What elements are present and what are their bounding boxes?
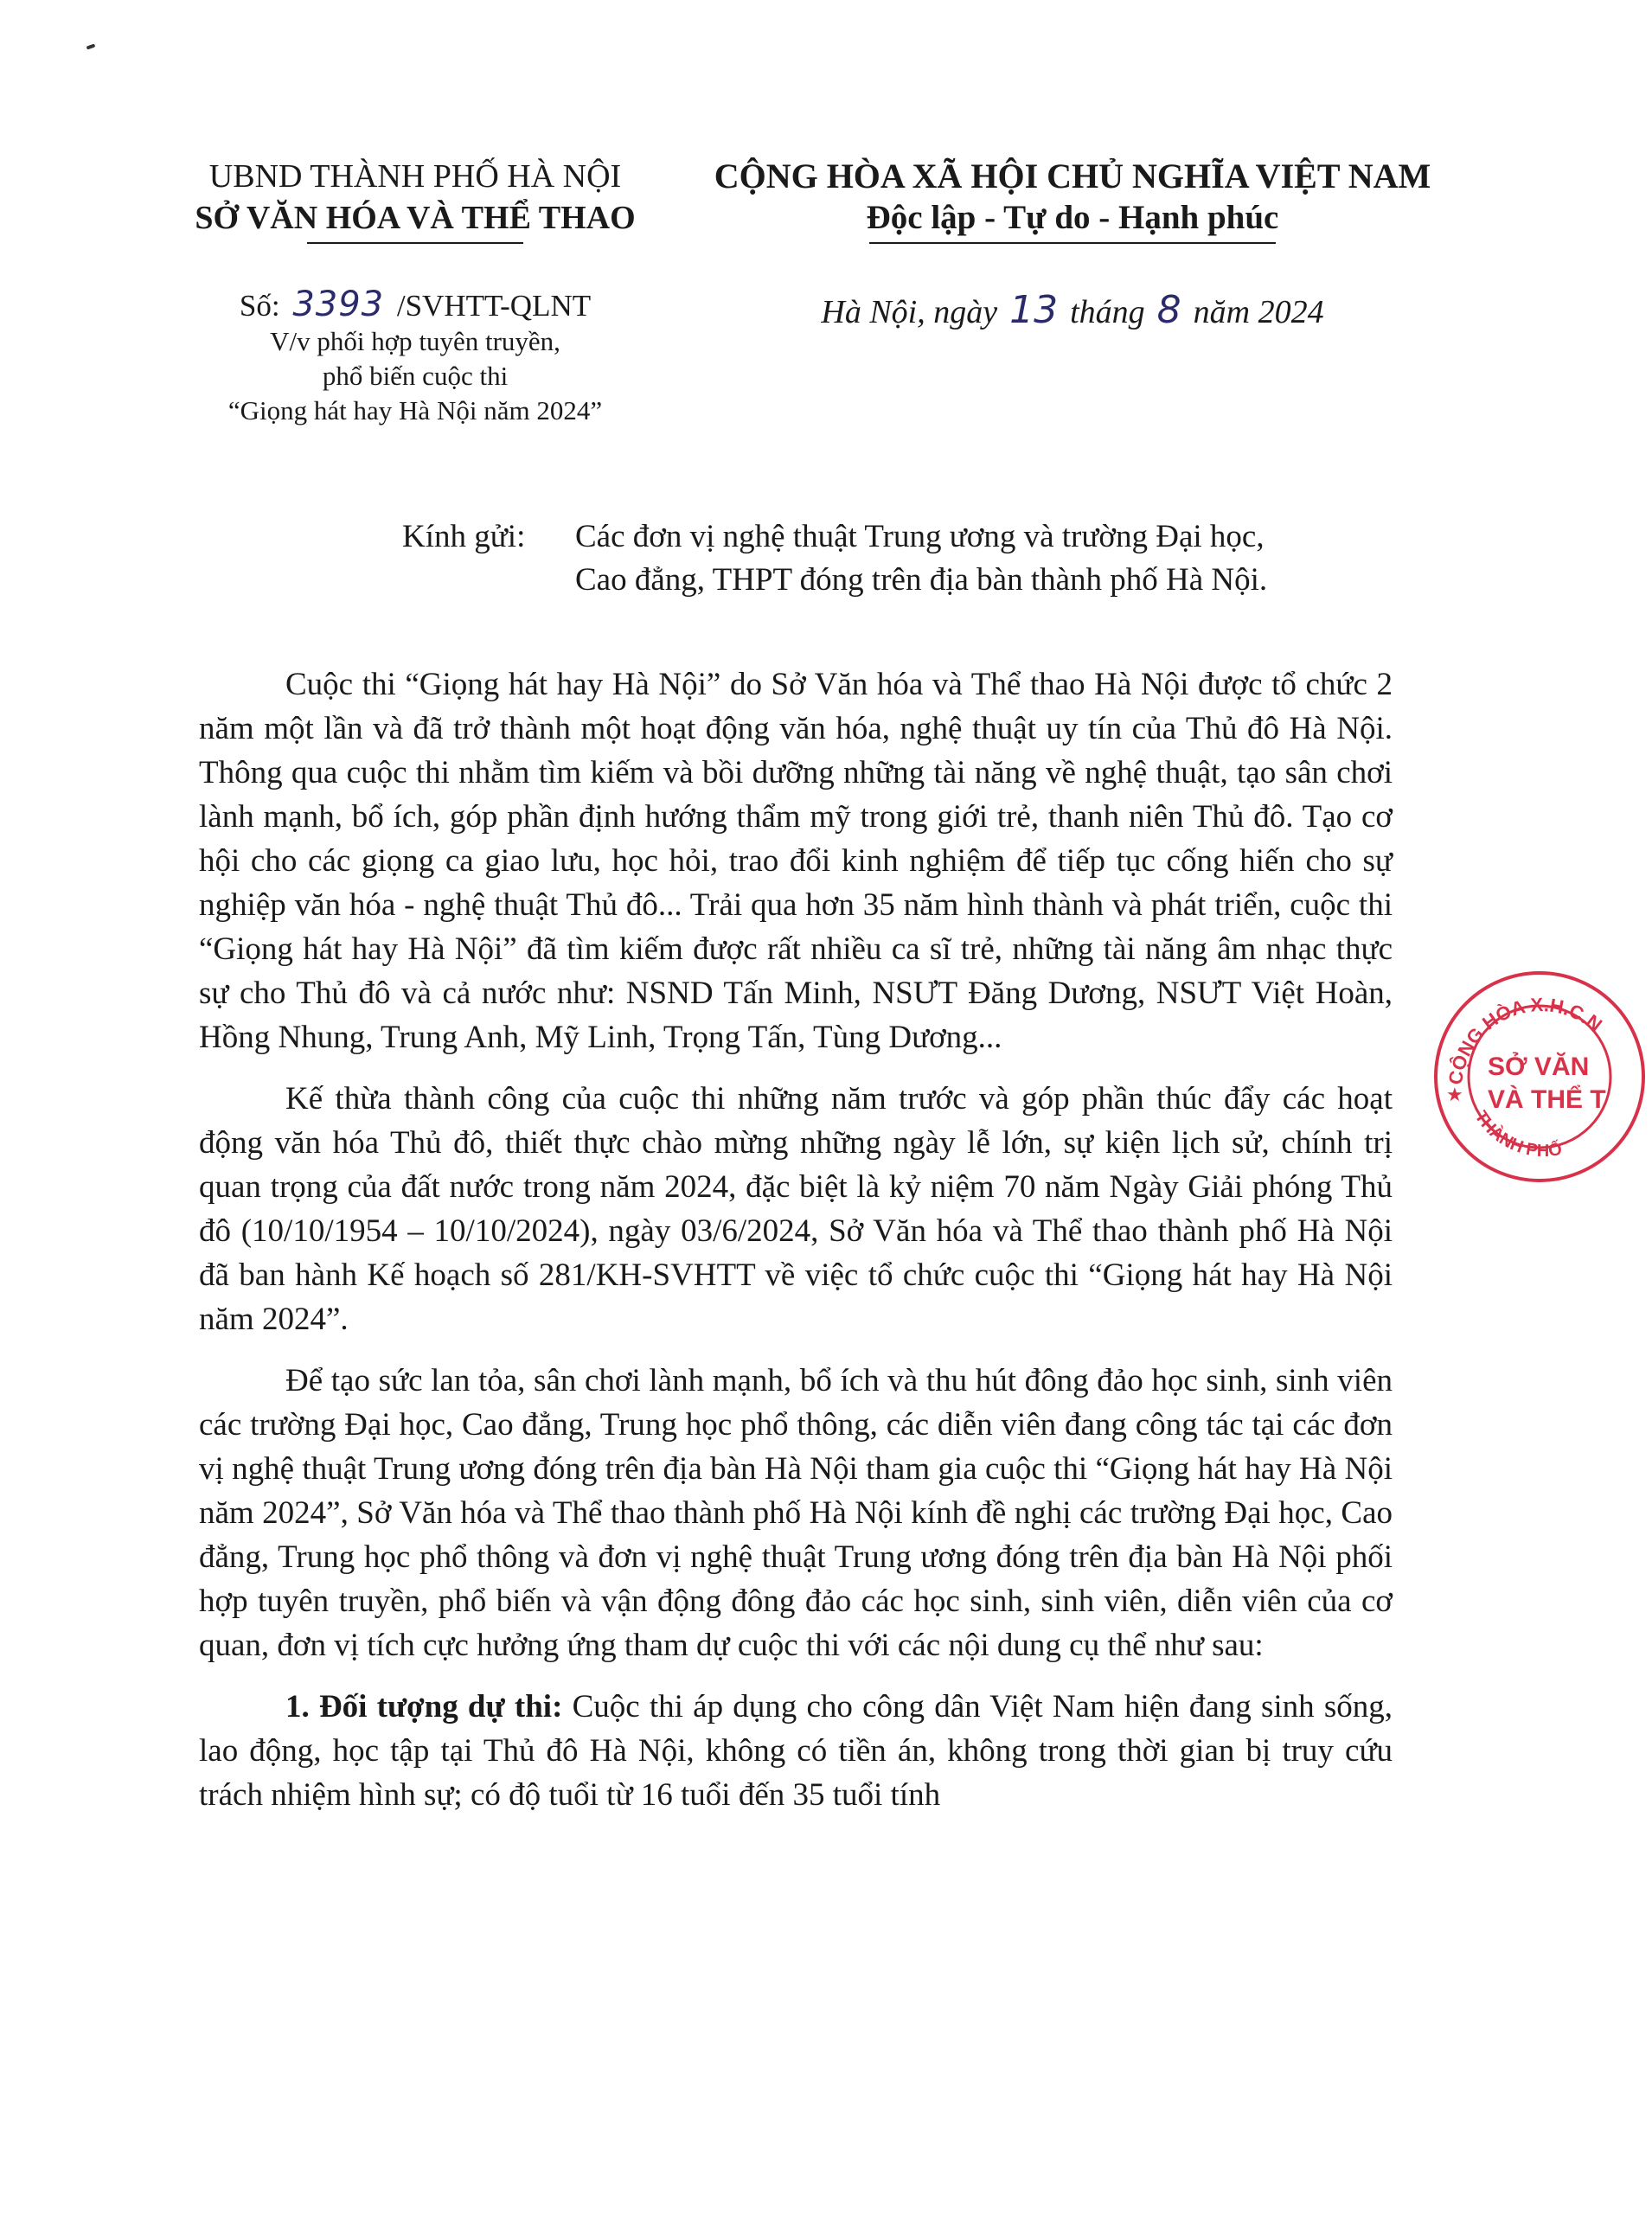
agency-parent: UBND THÀNH PHỐ HÀ NỘI	[208, 158, 622, 195]
document-number	[147, 285, 683, 325]
stamp-ring-text: CỘNG HÒA X.H.C.N	[1444, 993, 1607, 1086]
date-prefix: Hà Nội, ngày	[821, 294, 998, 330]
date-day: 13	[1009, 288, 1059, 332]
subject-line: phổ biến cuộc thi	[322, 361, 509, 391]
date-year: năm 2024	[1193, 294, 1324, 330]
body-paragraph-2: Kế thừa thành công của cuộc thi những năm trước và góp phần thúc đẩy các hoạt động văn hóa Thủ đô, thiết thực chào mừng những ngày lễ lớn, sự kiện lịch sử, chính trị quan trọng của đất nước trong năm 2024, đặc biệt là kỷ niệm 70 năm Ngày Giải phóng Thủ đô (10/10/1954 – 10/10/2024), ngày 03/6/2024, Sở Văn hóa và Thể thao thành phố Hà Nội đã ban hành Kế hoạch số 281/KH-SVHTT về việc tổ chức cuộc thi “Giọng hát hay Hà Nội năm 2024”.	[199, 1081, 1393, 1337]
doc-number-suffix: /SVHTT-QLNT	[396, 289, 592, 323]
recipient-label: Kính gửi:	[402, 519, 526, 554]
header-nation	[692, 156, 1453, 244]
recipient-line-1: Các đơn vị nghệ thuật Trung ương và trường Đại học,	[575, 519, 1265, 554]
agency-underline	[307, 242, 523, 244]
scan-speck	[86, 43, 96, 49]
date-month-label: tháng	[1070, 294, 1145, 330]
doc-number-prefix: Số:	[239, 289, 280, 323]
stamp-star-icon: ★	[1446, 1084, 1463, 1105]
national-motto: Độc lập - Tự do - Hạnh phúc	[866, 199, 1279, 236]
stamp-center-line-1: SỞ VĂN	[1488, 1053, 1590, 1081]
document-subject	[147, 324, 683, 428]
doc-number-handwritten: 3393	[292, 285, 385, 324]
red-seal-stamp	[1427, 964, 1652, 1189]
body-paragraph-1: Cuộc thi “Giọng hát hay Hà Nội” do Sở Văn hóa và Thể thao Hà Nội được tổ chức 2 năm một lần và đã trở thành một hoạt động văn hóa, nghệ thuật uy tín của Thủ đô Hà Nội. Thông qua cuộc thi nhằm tìm kiếm và bồi dưỡng những tài năng về nghệ thuật, tạo sân chơi lành mạnh, bổ ích, góp phần định hướng thẩm mỹ trong giới trẻ, thanh niên Thủ đô. Tạo cơ hội cho các giọng ca giao lưu, học hỏi, trao đổi kinh nghiệm để tiếp tục cống hiến cho sự nghiệp văn hóa - nghệ thuật Thủ đô... Trải qua hơn 35 năm hình thành và phát triển, cuộc thi “Giọng hát hay Hà Nội” đã tìm kiếm được rất nhiều ca sĩ trẻ, những tài năng âm nhạc thực sự cho Thủ đô và cả nước như: NSND Tấn Minh, NSƯT Đăng Dương, NSƯT Việt Hoàn, Hồng Nhung, Trung Anh, Mỹ Linh, Trọng Tấn, Tùng Dương...	[199, 667, 1393, 1055]
subject-line: V/v phối hợp tuyên truyền,	[270, 326, 560, 356]
nation-name: CỘNG HÒA XÃ HỘI CHỦ NGHĨA VIỆT NAM	[714, 157, 1431, 195]
motto-underline	[869, 242, 1276, 244]
recipient-block	[402, 515, 1492, 602]
recipient-line-2: Cao đẳng, THPT đóng trên địa bàn thành phố Hà Nội.	[575, 562, 1268, 598]
section-text: Cuộc thi áp dụng cho công dân Việt Nam hiện đang sinh sống, lao động, học tập tại Thủ đô Hà Nội, không có tiền án, không trong thời gian bị truy cứu trách nhiệm hình sự; có độ tuổi từ 16 tuổi đến 35 tuổi tính	[199, 1689, 1393, 1813]
date-month: 8	[1156, 288, 1181, 332]
body-paragraph-3: Để tạo sức lan tỏa, sân chơi lành mạnh, bổ ích và thu hút đông đảo học sinh, sinh viên các trường Đại học, Cao đẳng, Trung học phổ thông, các diễn viên đang công tác tại các đơn vị nghệ thuật Trung ương đóng trên địa bàn Hà Nội tham gia cuộc thi “Giọng hát hay Hà Nội năm 2024”, Sở Văn hóa và Thể thao thành phố Hà Nội kính đề nghị các trường Đại học, Cao đẳng, Trung học phổ thông và đơn vị nghệ thuật Trung ương đóng trên địa bàn Hà Nội phối hợp tuyên truyền, phổ biến và vận động đông đảo các học sinh, sinh viên, diễn viên của cơ quan, đơn vị tích cực hưởng ứng tham dự cuộc thi với các nội dung cụ thể như sau:	[199, 1363, 1393, 1663]
header-agency	[147, 156, 683, 244]
subject-line: “Giọng hát hay Hà Nội năm 2024”	[227, 395, 603, 426]
document-body	[199, 662, 1393, 1834]
stamp-bottom-text: THÀNH PHỐ	[1470, 1107, 1564, 1161]
body-paragraph-4	[199, 1685, 1393, 1817]
document-date	[692, 290, 1453, 333]
stamp-center-line-2: VÀ THỂ T	[1488, 1085, 1606, 1114]
agency-name: SỞ VĂN HÓA VÀ THỂ THAO	[195, 200, 636, 236]
section-heading: 1. Đối tượng dự thi:	[285, 1689, 563, 1724]
